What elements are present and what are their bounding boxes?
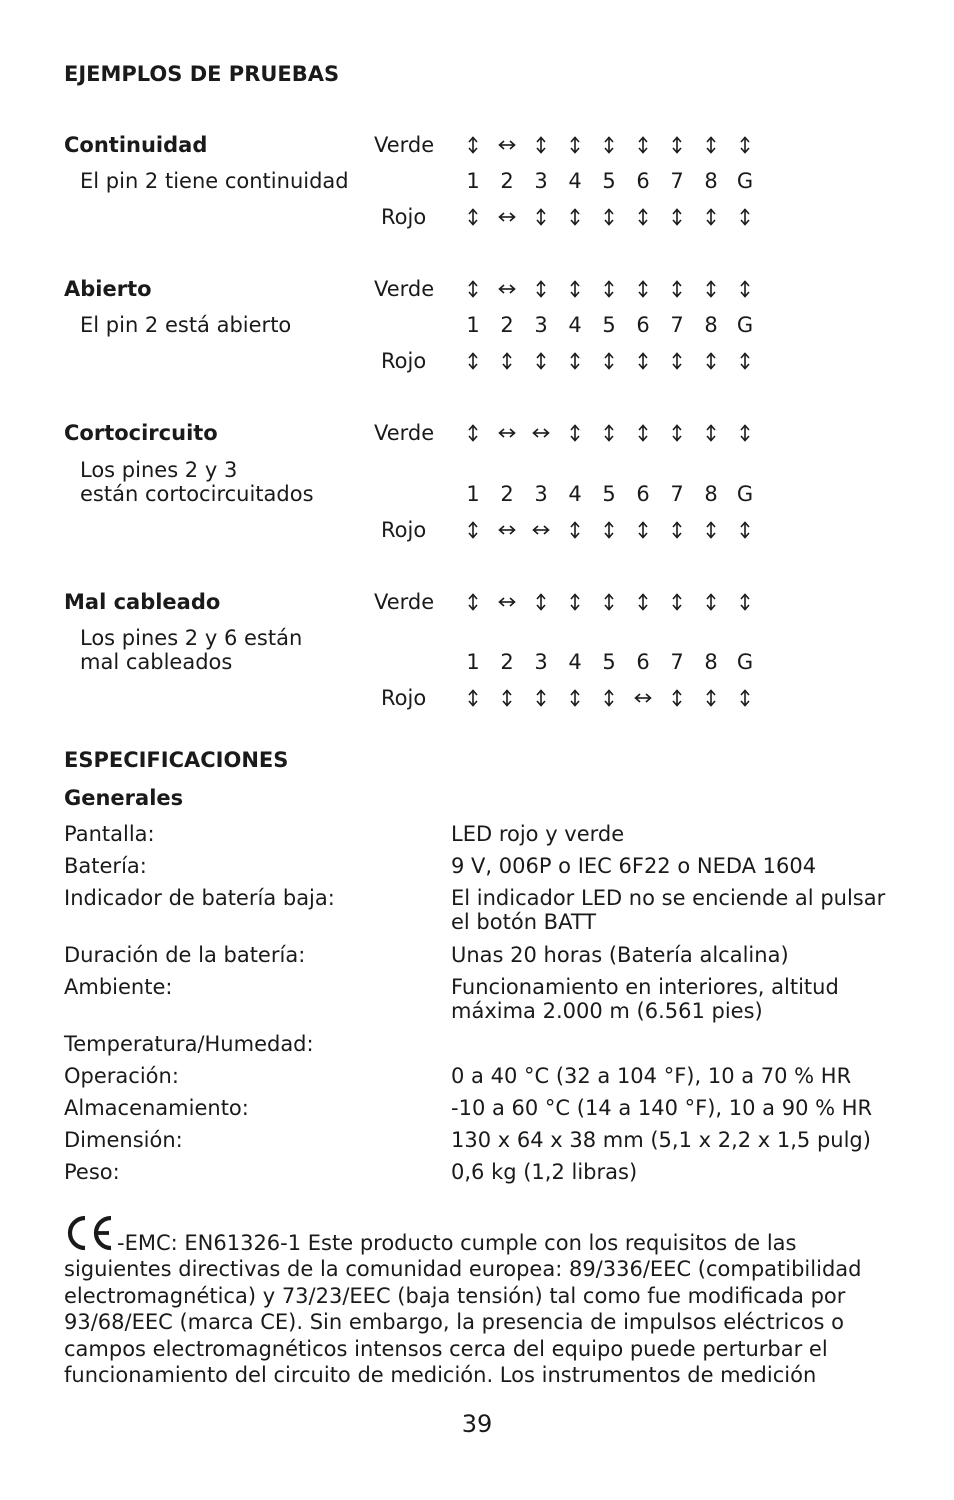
horizontal-double-arrow-icon [490,518,524,542]
vertical-double-arrow-icon [694,277,728,301]
pin-number: 8 [704,650,718,674]
spec-value: El indicador LED no se enciende al pulsar el botón BATT [451,886,886,934]
spec-value: Unas 20 horas (Batería alcalina) [451,943,789,967]
red-label: Rojo [381,349,427,373]
vertical-double-arrow-icon [456,590,490,614]
vertical-double-arrow-icon [728,205,762,229]
spec-value: Funcionamiento en interiores, altitud máxima 2.000 m (6.561 pies) [451,975,839,1023]
example-description-line1: Los pines 2 y 6 están [80,626,303,650]
red-label: Rojo [381,518,427,542]
spec-key: Peso: [64,1160,120,1184]
red-arrow-row [456,686,762,710]
pin-number: 5 [602,482,616,506]
spec-value: -10 a 60 °C (14 a 140 °F), 10 a 90 % HR [451,1096,873,1120]
pin-number: 5 [602,313,616,337]
vertical-double-arrow-icon [694,590,728,614]
vertical-double-arrow-icon [728,518,762,542]
vertical-double-arrow-icon [694,686,728,710]
pin-number: 1 [466,169,480,193]
vertical-double-arrow-icon [626,518,660,542]
vertical-double-arrow-icon [660,590,694,614]
spec-key: Duración de la batería: [64,943,306,967]
pin-number-row [456,650,762,674]
green-label: Verde [374,133,435,157]
red-label: Rojo [381,686,427,710]
pin-number: G [736,650,754,674]
pin-number-row [456,169,762,193]
horizontal-double-arrow-icon [490,590,524,614]
pin-number: 7 [670,482,684,506]
vertical-double-arrow-icon [558,133,592,157]
pin-number: 1 [466,650,480,674]
vertical-double-arrow-icon [524,205,558,229]
spec-value: 0,6 kg (1,2 libras) [451,1160,638,1184]
example-description-line1: Los pines 2 y 3 [80,458,238,482]
vertical-double-arrow-icon [592,349,626,373]
pin-number: 3 [534,650,548,674]
vertical-double-arrow-icon [626,205,660,229]
vertical-double-arrow-icon [456,133,490,157]
vertical-double-arrow-icon [660,277,694,301]
vertical-double-arrow-icon [626,349,660,373]
vertical-double-arrow-icon [592,421,626,445]
vertical-double-arrow-icon [524,133,558,157]
red-label: Rojo [381,205,427,229]
pin-number: 8 [704,482,718,506]
spec-key: Batería: [64,854,147,878]
red-arrow-row [456,518,762,542]
pin-number: 2 [500,482,514,506]
red-arrow-row [456,349,762,373]
pin-number: 2 [500,650,514,674]
vertical-double-arrow-icon [728,277,762,301]
vertical-double-arrow-icon [592,277,626,301]
pin-number: 6 [636,313,650,337]
vertical-double-arrow-icon [456,421,490,445]
vertical-double-arrow-icon [660,205,694,229]
vertical-double-arrow-icon [456,277,490,301]
vertical-double-arrow-icon [660,421,694,445]
pin-number: G [736,482,754,506]
pin-number: 4 [568,313,582,337]
vertical-double-arrow-icon [456,349,490,373]
horizontal-double-arrow-icon [490,277,524,301]
vertical-double-arrow-icon [660,133,694,157]
pin-number: 4 [568,482,582,506]
vertical-double-arrow-icon [728,590,762,614]
horizontal-double-arrow-icon [524,518,558,542]
vertical-double-arrow-icon [456,205,490,229]
example-title: Continuidad [64,133,208,157]
pin-number: 6 [636,482,650,506]
vertical-double-arrow-icon [694,133,728,157]
vertical-double-arrow-icon [558,349,592,373]
green-label: Verde [374,277,435,301]
vertical-double-arrow-icon [592,686,626,710]
pin-number: 3 [534,313,548,337]
pin-number: 7 [670,650,684,674]
pin-number: 7 [670,169,684,193]
vertical-double-arrow-icon [728,349,762,373]
vertical-double-arrow-icon [490,686,524,710]
horizontal-double-arrow-icon [490,133,524,157]
page-number: 39 [461,1410,493,1438]
vertical-double-arrow-icon [660,686,694,710]
pin-number: 8 [704,313,718,337]
vertical-double-arrow-icon [558,686,592,710]
emc-paragraph [64,1214,894,1388]
vertical-double-arrow-icon [456,518,490,542]
subheading-general: Generales [64,786,184,810]
pin-number: 5 [602,650,616,674]
pin-number: 1 [466,313,480,337]
green-arrow-row [456,590,762,614]
pin-number: 8 [704,169,718,193]
vertical-double-arrow-icon [558,518,592,542]
example-title: Mal cableado [64,590,221,614]
green-label: Verde [374,590,435,614]
example-description: El pin 2 tiene continuidad [80,169,349,193]
spec-key: Temperatura/Humedad: [64,1032,314,1056]
vertical-double-arrow-icon [626,421,660,445]
spec-value: 0 a 40 °C (32 a 104 °F), 10 a 70 % HR [451,1064,852,1088]
vertical-double-arrow-icon [728,421,762,445]
green-arrow-row [456,277,762,301]
pin-number: 2 [500,169,514,193]
example-description: El pin 2 está abierto [80,313,292,337]
pin-number: 4 [568,650,582,674]
spec-value: LED rojo y verde [451,822,625,846]
spec-value: 130 x 64 x 38 mm (5,1 x 2,2 x 1,5 pulg) [451,1128,871,1152]
vertical-double-arrow-icon [592,590,626,614]
vertical-double-arrow-icon [694,518,728,542]
vertical-double-arrow-icon [456,686,490,710]
horizontal-double-arrow-icon [490,205,524,229]
emc-text: -EMC: EN61326-1 Este producto cumple con los requisitos de las siguientes directivas de la comunidad europea: 89/336/EEC (compatibilidad electromagnética) y 73/23/EEC (baja tensión) tal como fue modificada por 93/68/EEC (marca CE). Sin embargo, la presencia de impulsos eléctricos o campos electromagnéticos intensos cerca del equipo puede perturbar el funcionamiento del circuito de medición. Los instrumentos de medición [64,1231,862,1388]
vertical-double-arrow-icon [626,277,660,301]
vertical-double-arrow-icon [524,590,558,614]
vertical-double-arrow-icon [694,349,728,373]
vertical-double-arrow-icon [558,205,592,229]
spec-value: 9 V, 006P o IEC 6F22 o NEDA 1604 [451,854,817,878]
pin-number: 4 [568,169,582,193]
pin-number: 3 [534,482,548,506]
spec-key: Dimensión: [64,1128,183,1152]
pin-number: 5 [602,169,616,193]
green-label: Verde [374,421,435,445]
pin-number: G [736,169,754,193]
vertical-double-arrow-icon [660,518,694,542]
ce-mark-icon [64,1214,116,1252]
vertical-double-arrow-icon [626,133,660,157]
vertical-double-arrow-icon [490,349,524,373]
pin-number: 3 [534,169,548,193]
example-title: Abierto [64,277,152,301]
vertical-double-arrow-icon [524,686,558,710]
horizontal-double-arrow-icon [626,686,660,710]
vertical-double-arrow-icon [728,133,762,157]
pin-number: 1 [466,482,480,506]
spec-key: Pantalla: [64,822,155,846]
spec-key: Indicador de batería baja: [64,886,335,910]
section-heading-specs: ESPECIFICACIONES [64,748,289,772]
pin-number: G [736,313,754,337]
vertical-double-arrow-icon [694,421,728,445]
vertical-double-arrow-icon [728,686,762,710]
vertical-double-arrow-icon [660,349,694,373]
pin-number: 6 [636,650,650,674]
vertical-double-arrow-icon [524,277,558,301]
green-arrow-row [456,421,762,445]
pin-number: 7 [670,313,684,337]
vertical-double-arrow-icon [592,205,626,229]
vertical-double-arrow-icon [626,590,660,614]
example-description-line2: están cortocircuitados [80,482,314,506]
vertical-double-arrow-icon [558,590,592,614]
spec-key: Almacenamiento: [64,1096,249,1120]
vertical-double-arrow-icon [592,133,626,157]
vertical-double-arrow-icon [694,205,728,229]
pin-number-row [456,482,762,506]
green-arrow-row [456,133,762,157]
vertical-double-arrow-icon [524,349,558,373]
pin-number-row [456,313,762,337]
pin-number: 2 [500,313,514,337]
example-description-line2: mal cableados [80,650,233,674]
example-title: Cortocircuito [64,421,218,445]
section-heading-examples: EJEMPLOS DE PRUEBAS [64,62,340,86]
spec-key: Ambiente: [64,975,173,999]
vertical-double-arrow-icon [558,421,592,445]
pin-number: 6 [636,169,650,193]
spec-key: Operación: [64,1064,179,1088]
vertical-double-arrow-icon [558,277,592,301]
red-arrow-row [456,205,762,229]
vertical-double-arrow-icon [592,518,626,542]
horizontal-double-arrow-icon [490,421,524,445]
horizontal-double-arrow-icon [524,421,558,445]
